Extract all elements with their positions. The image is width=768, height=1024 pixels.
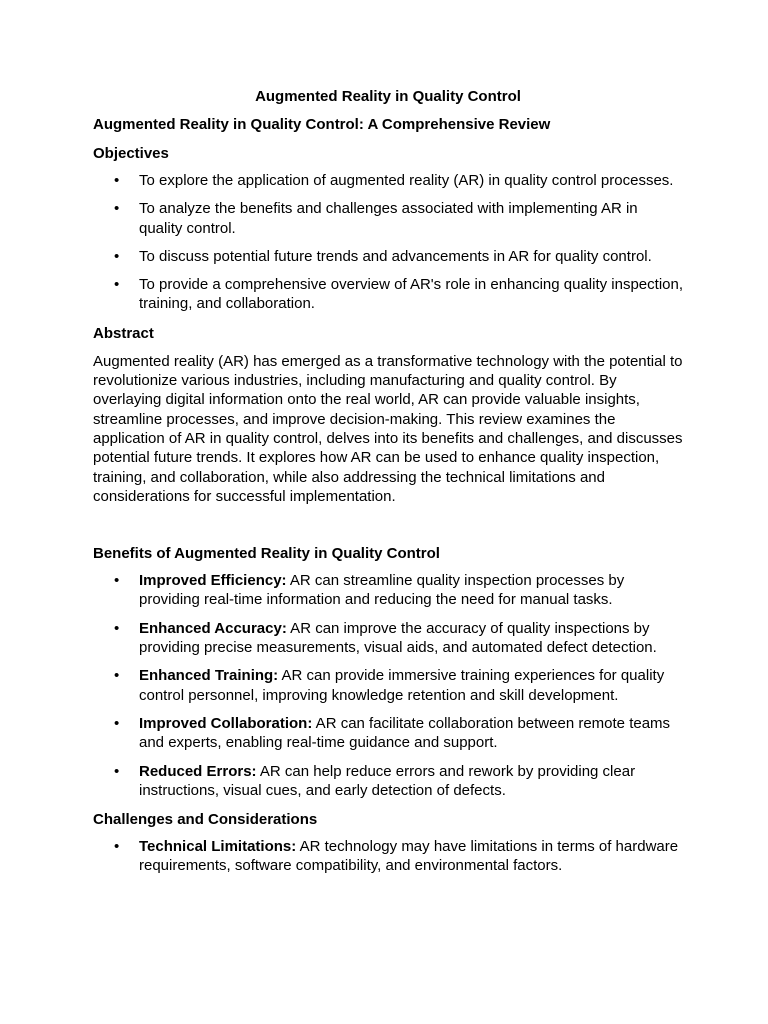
abstract-heading: Abstract	[93, 324, 154, 342]
list-item	[93, 247, 683, 266]
bullet-icon: •	[114, 838, 120, 856]
list-item-text: AR can facilitate collaboration between remote teams and experts, enabling real-time guidance and support.	[139, 714, 671, 752]
benefits-heading: Benefits of Augmented Reality in Quality Control	[93, 545, 440, 563]
list-item	[93, 762, 683, 801]
challenges-list	[93, 837, 683, 876]
bullet-icon: •	[114, 762, 120, 780]
list-item	[93, 171, 683, 190]
bullet-icon: •	[114, 200, 120, 218]
list-item-text: AR can provide immersive training experiences for quality control personnel, improving knowledge retention and skill development.	[139, 667, 665, 704]
document-title: Augmented Reality in Quality Control	[255, 88, 521, 105]
list-item	[93, 199, 683, 238]
list-item-lead: Technical Limitations:	[139, 838, 297, 856]
list-item-lead: Improved Collaboration:	[139, 714, 313, 732]
challenges-heading: Challenges and Considerations	[93, 811, 318, 829]
benefits-list	[93, 571, 683, 800]
bullet-icon: •	[114, 619, 120, 637]
list-item	[93, 619, 683, 658]
bullet-icon: •	[114, 714, 120, 732]
list-item-lead: Enhanced Accuracy:	[139, 619, 287, 637]
list-item-lead: Improved Efficiency:	[139, 572, 287, 590]
list-item-text: To analyze the benefits and challenges associated with implementing AR in quality control.	[139, 200, 638, 237]
bullet-icon: •	[114, 172, 120, 189]
objectives-heading: Objectives	[93, 145, 169, 162]
document-page	[93, 87, 683, 876]
bullet-icon: •	[114, 247, 120, 265]
list-item	[93, 571, 683, 610]
list-item	[93, 714, 683, 753]
list-item-text: AR can help reduce errors and rework by providing clear instructions, visual cues, and early detection of defects.	[139, 762, 636, 799]
list-item-lead: Enhanced Training:	[139, 667, 279, 685]
list-item-text: AR can streamline quality inspection processes by providing real-time information and reducing the need for manual tasks.	[139, 572, 625, 609]
list-item	[93, 275, 683, 314]
list-item	[93, 666, 683, 705]
list-item-text: To explore the application of augmented reality (AR) in quality control processes.	[139, 172, 674, 189]
list-item	[93, 837, 683, 876]
list-item-lead: Reduced Errors:	[139, 762, 257, 780]
document-subtitle: Augmented Reality in Quality Control: A Comprehensive Review	[93, 116, 551, 133]
list-item-text: To discuss potential future trends and advancements in AR for quality control.	[139, 247, 652, 265]
list-item-text: AR can improve the accuracy of quality inspections by providing precise measurements, visual aids, and automated defect detection.	[139, 619, 657, 657]
bullet-icon: •	[114, 667, 120, 685]
abstract-text: Augmented reality (AR) has emerged as a transformative technology with the potential to revolutionize various industries, including manufacturing and quality control. By overlaying digital information onto the real world, AR can provide valuable insights, streamline processes, and improve decision-making. This review examines the application of AR in quality control, delves into its benefits and challenges, and discusses potential future trends. It explores how AR can be used to enhance quality inspection, training, and collaboration, while also addressing the technical limitations and considerations for successful implementation.	[93, 352, 683, 505]
bullet-icon: •	[114, 276, 120, 294]
list-item-text: AR technology may have limitations in terms of hardware requirements, software compatibility, and environmental factors.	[139, 838, 679, 875]
bullet-icon: •	[114, 572, 120, 590]
objectives-list	[93, 171, 683, 314]
list-item-text: To provide a comprehensive overview of AR's role in enhancing quality inspection, training, and collaboration.	[139, 276, 683, 313]
